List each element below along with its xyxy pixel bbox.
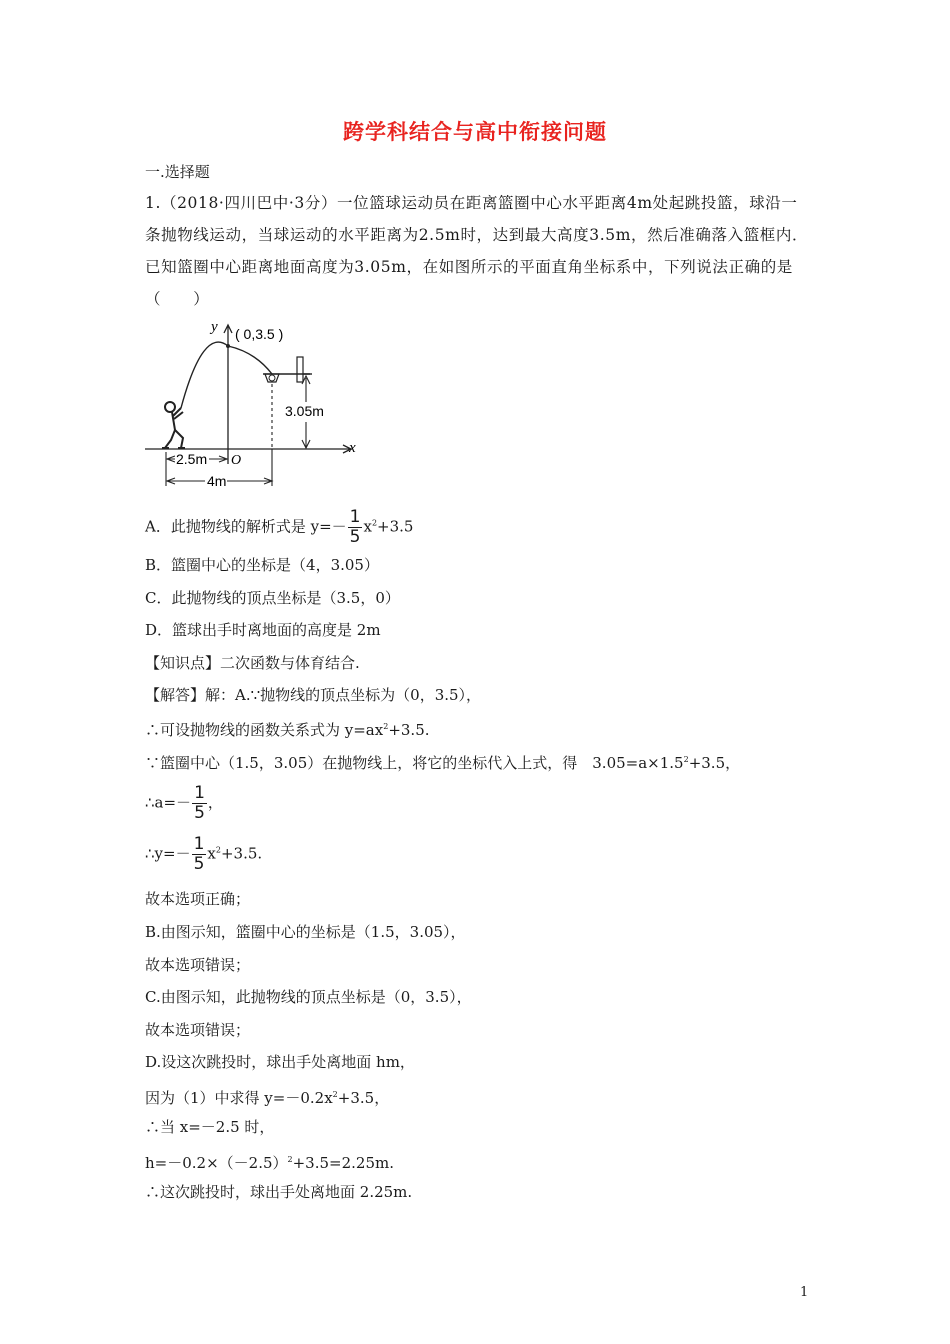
- ball: [269, 375, 275, 381]
- fraction-numerator: 1: [193, 834, 205, 854]
- solution-line-3-suffix: +3.5，: [688, 754, 741, 772]
- vertex-label: ( 0,3.5 ): [235, 326, 284, 342]
- option-a: [145, 508, 413, 547]
- knowledge-point: 【知识点】二次函数与体育结合.: [145, 654, 360, 672]
- solution-line-3: [145, 750, 740, 773]
- exponent: 2: [371, 518, 378, 528]
- fraction-numerator: 1: [349, 507, 361, 527]
- solution-line-5-suffix: +3.5.: [220, 844, 263, 863]
- solution-line-12-prefix: 因为（1）中求得 y=－0.2x: [145, 1089, 333, 1107]
- parabola-curve: [181, 342, 272, 408]
- solution-line-5: [145, 835, 262, 874]
- player-figure: [162, 402, 185, 448]
- option-d: D．篮球出手时离地面的高度是 2m: [145, 621, 381, 639]
- variable-x: x: [207, 844, 216, 863]
- solution-line-2-prefix: ∴可设抛物线的函数关系式为 y=ax: [145, 721, 384, 739]
- solution-line-3-prefix: ∵篮圈中心（1.5，3.05）在抛物线上，将它的坐标代入上式，得 3.05=a×1.5: [145, 754, 684, 772]
- fraction: [348, 508, 363, 547]
- solution-line-12-suffix: +3.5，: [337, 1089, 390, 1107]
- solution-line-14-prefix: h=－0.2×（－2.5）: [145, 1154, 288, 1172]
- exponent: 2: [215, 845, 221, 855]
- page-title: 跨学科结合与高中衔接问题: [343, 120, 607, 144]
- height-label: 3.05m: [285, 403, 324, 419]
- solution-line-11: D.设这次跳投时，球出手处离地面 hm，: [145, 1053, 415, 1071]
- solution-line-12: [145, 1085, 389, 1108]
- option-a-prefix: A．此抛物线的解析式是 y=－: [145, 517, 347, 536]
- x-axis-label: x: [349, 440, 356, 456]
- solution-line-8: 故本选项错误；: [145, 956, 251, 974]
- fraction-denominator: 5: [193, 854, 205, 874]
- backboard: [297, 357, 303, 382]
- y-axis-label: y: [211, 319, 218, 335]
- solution-line-14-suffix: +3.5=2.25m.: [292, 1154, 394, 1172]
- fraction: [192, 835, 207, 874]
- solution-line-4-suffix: ，: [207, 793, 223, 812]
- question-text: 1.（2018·四川巴中·3分）一位篮球运动员在距离篮圈中心水平距离4m处起跳投篮，球沿一条抛物线运动，当球运动的水平距离为2.5m时，达到最大高度3.5m，然后准确落入篮框内．已知篮圈中心距离地面高度为3.05m，在如图所示的平面直角坐标系中，下列说法正确的是（ ）: [145, 194, 809, 308]
- solution-line-1: 【解答】解：A.∵抛物线的顶点坐标为（0，3.5），: [145, 686, 482, 704]
- option-c: C．此抛物线的顶点坐标是（3.5，0）: [145, 589, 400, 607]
- page-number: 1: [800, 1285, 809, 1300]
- solution-line-13: ∴当 x=－2.5 时，: [145, 1118, 275, 1136]
- exponent: 2: [287, 1155, 293, 1164]
- option-b: B．篮圈中心的坐标是（4，3.05）: [145, 556, 379, 574]
- exponent: 2: [683, 755, 689, 764]
- exponent: 2: [332, 1090, 338, 1099]
- fraction: [192, 784, 207, 823]
- solution-line-4: [145, 784, 223, 823]
- solution-line-5-prefix: ∴y=－: [145, 844, 191, 863]
- option-a-suffix: +3.5: [377, 517, 414, 536]
- solution-line-10: 故本选项错误；: [145, 1021, 251, 1039]
- solution-line-2: [145, 717, 430, 740]
- total-dist-label: 4m: [207, 473, 227, 489]
- solution-line-9: C.由图示知，此抛物线的顶点坐标是（0，3.5），: [145, 988, 472, 1006]
- solution-line-6: 故本选项正确；: [145, 890, 251, 908]
- fraction-denominator: 5: [194, 803, 205, 823]
- solution-line-4-prefix: ∴a=－: [145, 793, 192, 812]
- fraction-numerator: 1: [194, 783, 205, 803]
- solution-line-7: B.由图示知，篮圈中心的坐标是（1.5，3.05），: [145, 923, 466, 941]
- exponent: 2: [383, 722, 389, 731]
- fraction-denominator: 5: [349, 527, 361, 547]
- solution-line-14: [145, 1150, 394, 1173]
- origin-label: O: [231, 453, 242, 468]
- section-heading: 一.选择题: [145, 163, 210, 181]
- variable-x: x: [363, 517, 372, 536]
- solution-line-2-suffix: +3.5.: [388, 721, 430, 739]
- solution-line-15: ∴这次跳投时，球出手处离地面 2.25m.: [145, 1183, 413, 1201]
- basketball-figure: [145, 316, 360, 494]
- vertex-point: [226, 344, 230, 348]
- left-dist-label: 2.5m: [176, 451, 208, 467]
